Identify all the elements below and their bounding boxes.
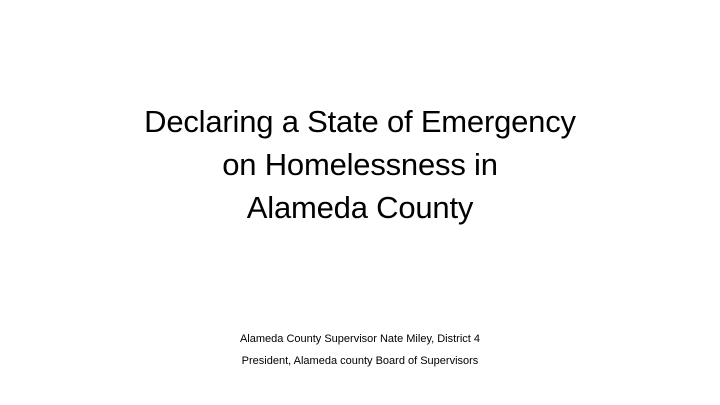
slide-title <box>60 100 660 229</box>
title-line-2: on Homelessness in <box>222 147 498 182</box>
title-line-1: Declaring a State of Emergency <box>144 104 576 139</box>
subtitle-line-2: President, Alameda county Board of Supervisors <box>241 355 479 367</box>
subtitle-line-1: Alameda County Supervisor Nate Miley, District 4 <box>239 333 481 345</box>
title-line-3: Alameda County <box>246 190 474 225</box>
slide-subtitle <box>60 328 660 372</box>
